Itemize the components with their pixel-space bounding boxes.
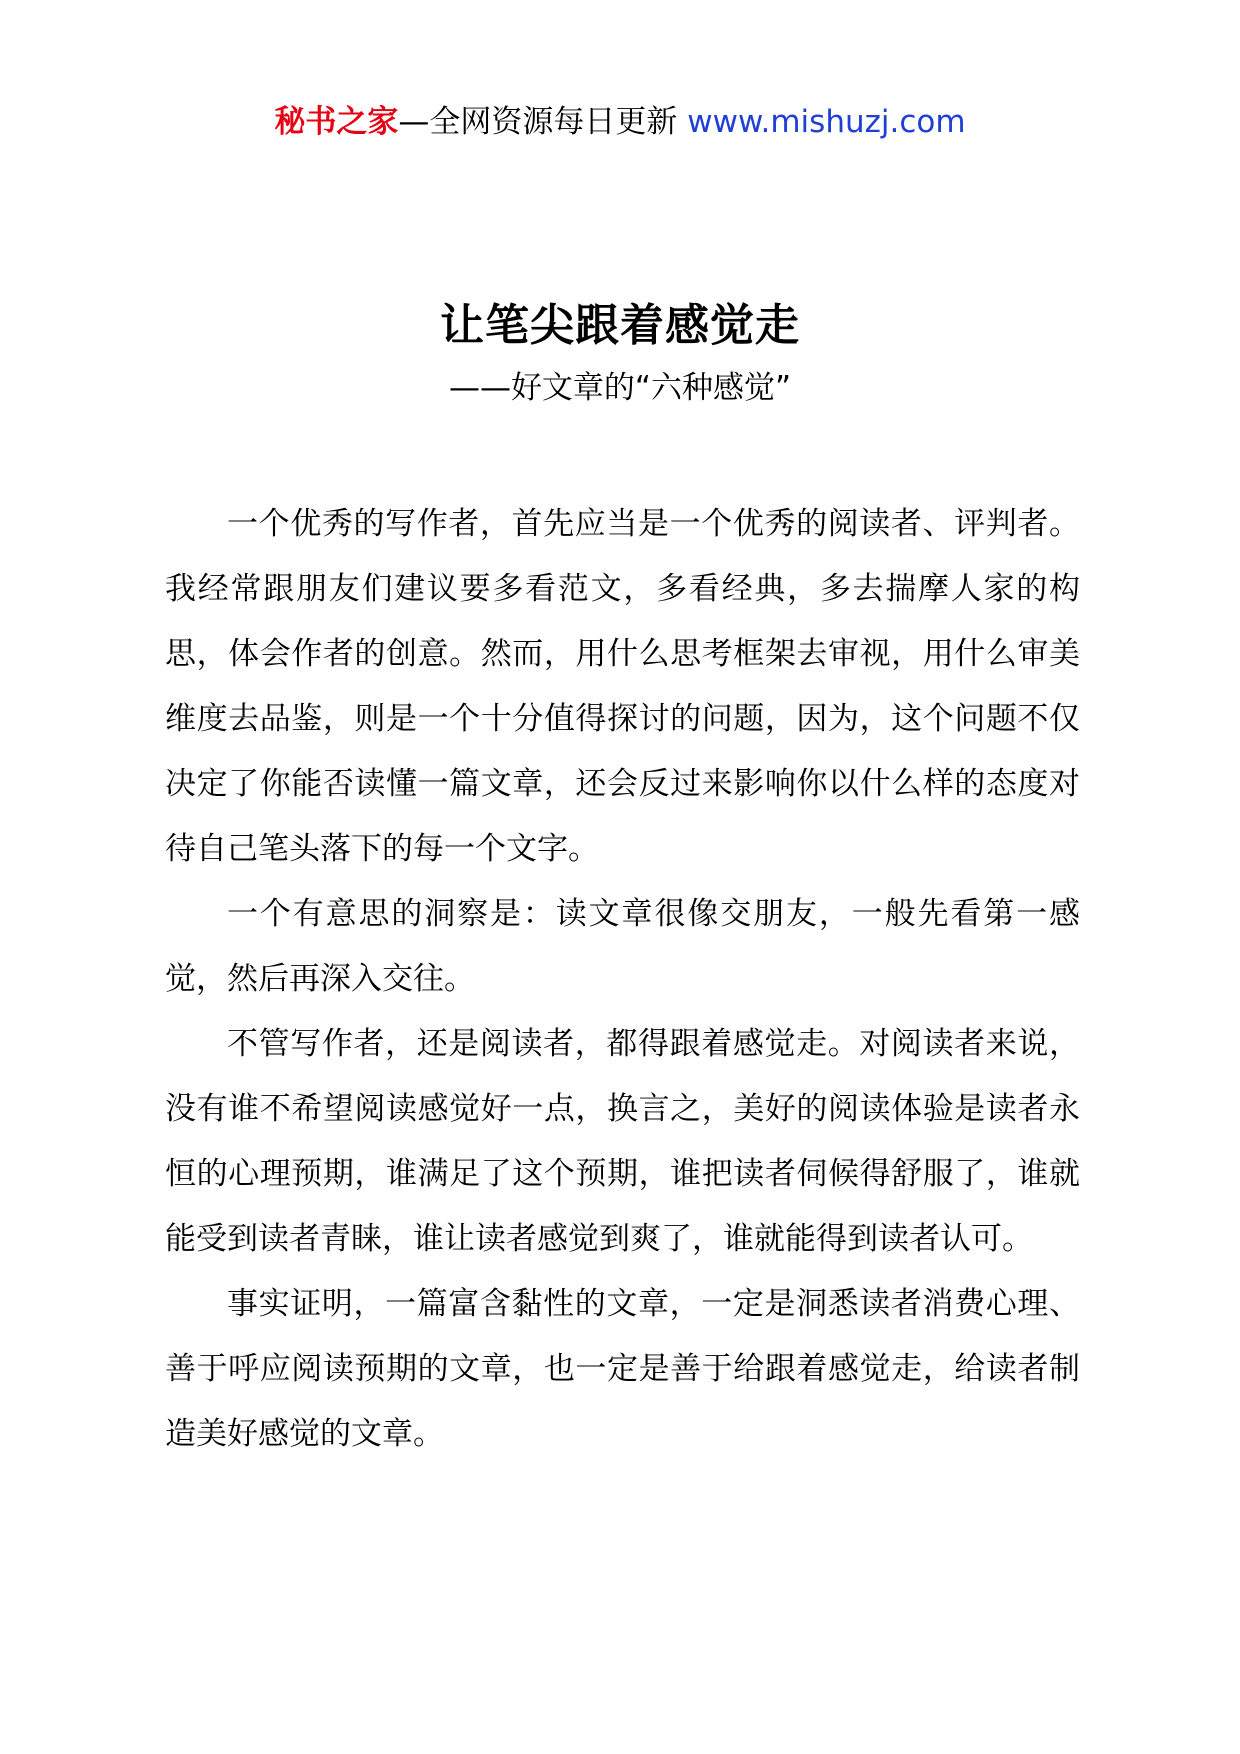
document-title: 让笔尖跟着感觉走 [440, 300, 800, 351]
document-body [165, 492, 1080, 1467]
header-tagline: —全网资源每日更新 [398, 104, 688, 140]
paragraph: 一个有意思的洞察是：读文章很像交朋友，一般先看第一感觉，然后再深入交往。 [165, 896, 1080, 997]
site-url[interactable]: www.mishuzj.com [687, 104, 966, 140]
paragraph: 事实证明，一篇富含黏性的文章，一定是洞悉读者消费心理、善于呼应阅读预期的文章，也一定是善于给跟着感觉走，给读者制造美好感觉的文章。 [165, 1286, 1080, 1452]
paragraph: 一个优秀的写作者，首先应当是一个优秀的阅读者、评判者。我经常跟朋友们建议要多看范文，多看经典，多去揣摩人家的构思，体会作者的创意。然而，用什么思考框架去审视，用什么审美维度去品鉴，则是一个十分值得探讨的问题，因为，这个问题不仅决定了你能否读懂一篇文章，还会反过来影响你以什么样的态度对待自己笔头落下的每一个文字。 [165, 506, 1080, 867]
site-header [0, 100, 1240, 144]
brand-name: 秘书之家 [274, 104, 399, 140]
document-subtitle: ——好文章的“六种感觉” [448, 370, 792, 406]
paragraph: 不管写作者，还是阅读者，都得跟着感觉走。对阅读者来说，没有谁不希望阅读感觉好一点，换言之，美好的阅读体验是读者永恒的心理预期，谁满足了这个预期，谁把读者伺候得舒服了，谁就能受到读者青睐，谁让读者感觉到爽了，谁就能得到读者认可。 [165, 1026, 1080, 1257]
